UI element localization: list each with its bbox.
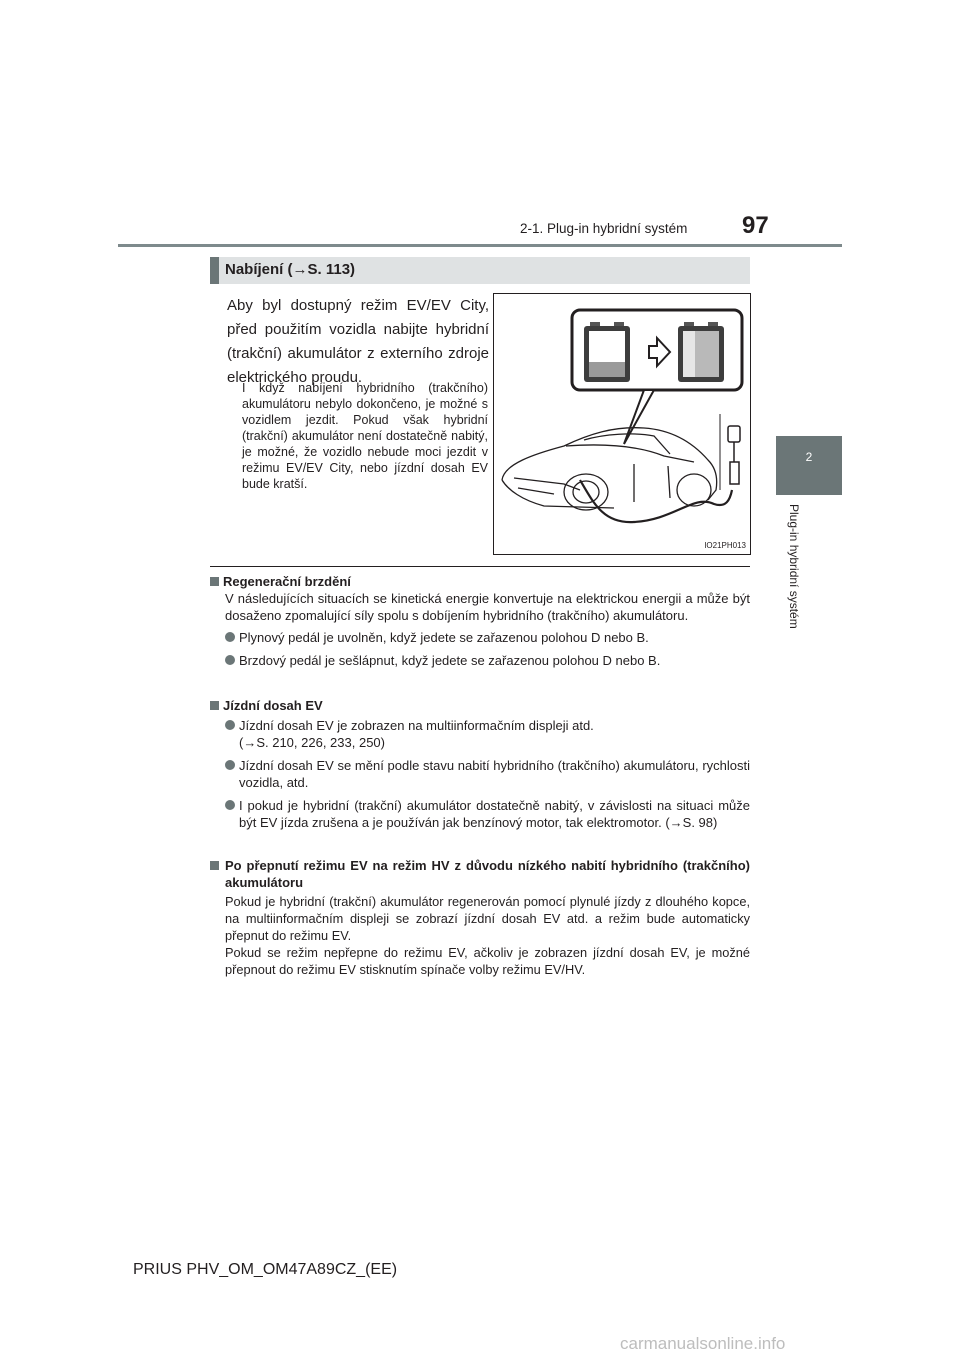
section-title: Nabíjení (→S. 113): [225, 261, 356, 278]
list-item: [210, 717, 750, 751]
figure-code: IO21PH013: [704, 541, 746, 550]
car-charging-drawing: [494, 294, 750, 554]
mode-switch-heading-text: Po přepnutí režimu EV na režim HV z důvodu nízkého nabití hybridního (trakčního) akumulátoru: [225, 858, 750, 890]
list-item: [210, 629, 750, 646]
round-bullet-icon: [225, 720, 235, 730]
callout-pointer: [624, 390, 654, 444]
regen-block: [210, 573, 750, 669]
regen-heading: [210, 573, 750, 590]
bullet-text: Jízdní dosah EV se mění podle stavu nabití hybridního (trakčního) akumulátoru, rychlosti vozidla, atd.: [239, 758, 750, 790]
bullet-text: I pokud je hybridní (trakční) akumulátor dostatečně nabitý, v závislosti na situaci může být EV jízda zrušena a je používán jak benzínový motor, tak elektromotor. (→S. 98): [239, 798, 750, 830]
chapter-title-vertical: [787, 504, 820, 704]
bullet-text: Brzdový pedál je sešlápnut, když jedete se zařazenou polohou D nebo B.: [239, 653, 661, 668]
watermark: carmanualsonline.info: [620, 1334, 786, 1353]
intro-text: Aby byl dostupný režim EV/EV City, před použitím vozidla nabijte hybridní (trakční) akumulátor z externího zdroje elektrického proudu.: [227, 297, 489, 386]
square-bullet-icon: [210, 701, 219, 710]
regen-heading-text: Regenerační brzdění: [223, 574, 351, 589]
ev-range-block: [210, 697, 750, 831]
chapter-tab: [776, 436, 842, 495]
list-item: [210, 652, 750, 669]
section-title-accent: [210, 257, 219, 284]
ev-range-heading: [210, 697, 750, 714]
round-bullet-icon: [225, 800, 235, 810]
page-number: 97: [742, 212, 769, 239]
mode-switch-text: Pokud je hybridní (trakční) akumulátor regenerován pomocí plynulé jízdy z dlouhého kopce, na multiinformačním displeji se zobrazí jízdní dosah EV atd. a režim bude automaticky přepnut do režimu EV.: [225, 894, 750, 943]
car-outline: [502, 428, 717, 510]
section-reference: 2-1. Plug-in hybridní systém: [520, 221, 688, 236]
bullet-page-ref: (→S. 210, 226, 233, 250): [239, 735, 385, 750]
round-bullet-icon: [225, 760, 235, 770]
regen-text: V následujících situacích se kinetická energie konvertuje na elektrickou energii a může být dosaženo zpomalující síly spolu s dobíjením hybridního (trakčního) akumulátoru.: [225, 591, 750, 623]
section-divider: [210, 566, 750, 567]
charging-cable: [580, 480, 732, 522]
note-text: I když nabíjení hybridního (trakčního) akumulátoru nebylo dokončeno, je možné s vozidlem jezdit. Pokud však hybridní (trakční) akumulátor není dostatečně nabitý, je možné, že vozidlo nebude moci jezdit v režimu EV/EV City, nebo jízdní dosah EV bude kratší.: [242, 381, 488, 491]
header-rule: [118, 244, 842, 247]
square-bullet-icon: [210, 577, 219, 586]
mode-switch-heading: [210, 857, 750, 891]
list-item: [210, 797, 750, 831]
charging-box: [730, 462, 739, 484]
document-code: PRIUS PHV_OM_OM47A89CZ_(EE): [133, 1261, 398, 1278]
round-bullet-icon: [225, 632, 235, 642]
charging-illustration: [493, 293, 751, 555]
square-bullet-icon: [210, 861, 219, 870]
wall-outlet: [728, 426, 740, 442]
chapter-title-text: Plug-in hybridní systém: [787, 504, 801, 629]
mode-switch-block: [210, 857, 750, 978]
battery-full-icon: [678, 322, 724, 382]
bullet-text: Plynový pedál je uvolněn, když jedete se zařazenou polohou D nebo B.: [239, 630, 649, 645]
round-bullet-icon: [225, 655, 235, 665]
chapter-number: 2: [805, 450, 813, 464]
bullet-text: Jízdní dosah EV je zobrazen na multiinformačním displeji atd.: [239, 718, 594, 733]
mode-switch-text: Pokud se režim nepřepne do režimu EV, ačkoliv je zobrazen jízdní dosah EV, je možné přepnout do režimu EV stisknutím spínače volby režimu EV/HV.: [225, 945, 750, 977]
list-item: [210, 757, 750, 791]
battery-empty-icon: [584, 322, 630, 382]
ev-range-heading-text: Jízdní dosah EV: [223, 698, 323, 713]
